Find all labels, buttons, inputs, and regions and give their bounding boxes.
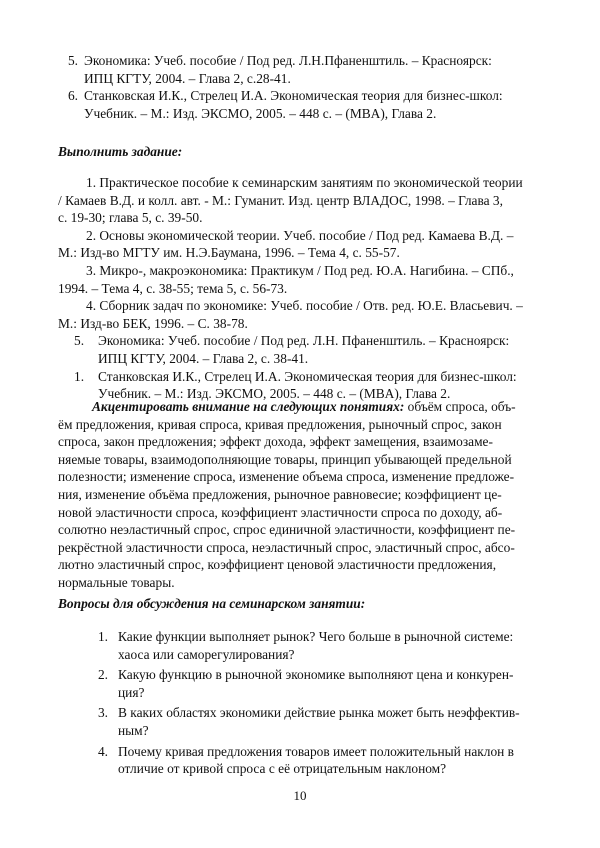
concepts-line: лютно эластичный спрос, коэффициент ценовой эластичности предложения, xyxy=(58,557,497,573)
task-item xyxy=(58,227,548,262)
task-line: 4. Сборник задач по экономике: Учеб. пособие / Отв. ред. Ю.Е. Власьевич. – xyxy=(86,298,523,314)
task-item xyxy=(58,332,548,367)
task-line: 1994. – Тема 4, с. 38-55; тема 5, с. 56-73. xyxy=(58,280,288,296)
reference-item xyxy=(58,87,558,122)
concepts-line: ния, изменение объёма предложения, рыночное равновесие; коэффициент це- xyxy=(58,486,502,502)
concepts-line: спроса, закон предложения; эффект дохода, эффект замещения, взаимозаме- xyxy=(58,434,493,450)
task-list xyxy=(58,174,548,403)
page-number: 10 xyxy=(293,788,307,803)
reference-line: ИПЦ КГТУ, 2004. – Глава 2, с.28-41. xyxy=(84,70,291,86)
reference-item xyxy=(58,52,558,87)
concepts-line: ём предложения, кривая спроса, кривая предложения, рыночный спрос, закон xyxy=(58,416,502,432)
task-line: 1. Практическое пособие к семинарским занятиям по экономической теории xyxy=(86,175,523,190)
task-item xyxy=(58,262,548,297)
top-references xyxy=(58,52,558,122)
task-number: 1. xyxy=(74,368,85,384)
question-number: 4. xyxy=(97,743,108,759)
concepts-line: рекрёстной эластичности спроса, неэластичный спрос, эластичный спрос, абсо- xyxy=(58,539,515,555)
question-line: ция? xyxy=(118,684,145,700)
concepts-line: полезности; изменение спроса, изменение объема спроса, изменение предложе- xyxy=(58,469,515,485)
questions-list xyxy=(92,628,548,778)
concepts-first-line xyxy=(58,398,546,416)
concepts-line: солютно неэластичный спрос, спрос единичной эластичности, коэффициент пе- xyxy=(58,522,516,538)
task-line: М.: Изд-во МГТУ им. Н.Э.Баумана, 1996. – Тема 4, с. 55-57. xyxy=(58,245,400,261)
question-line: ным? xyxy=(118,722,149,738)
reference-line: Экономика: Учеб. пособие / Под ред. Л.Н.Пфаненштиль. – Красноярск: xyxy=(84,53,492,68)
reference-number: 6. xyxy=(67,88,78,104)
question-item xyxy=(92,666,548,701)
question-line: хаоса или саморегулирования? xyxy=(118,646,295,662)
question-line: Какую функцию в рыночной экономике выполняют цена и конкурен- xyxy=(118,667,514,683)
task-line: Учебник. – М.: Изд. ЭКСМО, 2005. – 448 с. – (MBA), Глава 2. xyxy=(98,386,451,402)
question-line: Почему кривая предложения товаров имеет положительный наклон в xyxy=(118,743,515,759)
question-line: В каких областях экономики действие рынка может быть неэффектив- xyxy=(118,705,520,721)
concepts-line: объём спроса, объ- xyxy=(404,399,516,414)
task-line: Экономика: Учеб. пособие / Под ред. Л.Н. Пфаненштиль. – Красноярск: xyxy=(98,333,510,349)
questions-heading: Вопросы для обсуждения на семинарском занятии: xyxy=(58,596,366,611)
concepts-lead: Акцентировать внимание на следующих понятиях: xyxy=(92,399,405,414)
task-number: 5. xyxy=(74,333,85,349)
task-item xyxy=(58,297,548,332)
concepts-line: новой эластичности спроса, коэффициент эластичности спроса по доходу, аб- xyxy=(58,504,503,520)
task-line: ИПЦ КГТУ, 2004. – Глава 2, с. 38-41. xyxy=(98,350,309,366)
reference-line: Станковская И.К., Стрелец И.А. Экономическая теория для бизнес-школ: xyxy=(84,88,503,104)
question-number: 1. xyxy=(97,629,108,644)
task-item xyxy=(58,174,548,227)
question-number: 3. xyxy=(97,705,108,721)
task-line: 2. Основы экономической теории. Учеб. пособие / Под ред. Камаева В.Д. – xyxy=(86,227,514,243)
question-item xyxy=(92,704,548,739)
question-item xyxy=(92,628,548,663)
reference-number: 5. xyxy=(67,53,78,68)
question-line: Какие функции выполняет рынок? Чего больше в рыночной системе: xyxy=(118,629,514,644)
concepts-line: нормальные товары. xyxy=(58,574,175,590)
question-number: 2. xyxy=(97,667,108,683)
task-line: Станковская И.К., Стрелец И.А. Экономическая теория для бизнес-школ: xyxy=(98,368,517,384)
task-heading: Выполнить задание: xyxy=(58,144,183,159)
task-line: М.: Изд-во БЕК, 1996. – С. 38-78. xyxy=(58,315,248,331)
concepts-paragraph xyxy=(58,398,546,592)
task-line: 3. Микро-, макроэкономика: Практикум / Под ред. Ю.А. Нагибина. – СПб., xyxy=(86,262,514,278)
reference-line: Учебник. – М.: Изд. ЭКСМО, 2005. – 448 с. – (MBA), Глава 2. xyxy=(84,105,437,121)
task-line: / Камаев В.Д. и колл. авт. - М.: Гуманит. Изд. центр ВЛАДОС, 1998. – Глава 3, xyxy=(58,192,503,208)
question-line: отличие от кривой спроса с её отрицательным наклоном? xyxy=(118,761,447,777)
task-line: с. 19-30; глава 5, с. 39-50. xyxy=(58,210,203,226)
concepts-line: няемые товары, взаимодополняющие товары, принцип убывающей предельной xyxy=(58,451,512,467)
question-item xyxy=(92,743,548,778)
